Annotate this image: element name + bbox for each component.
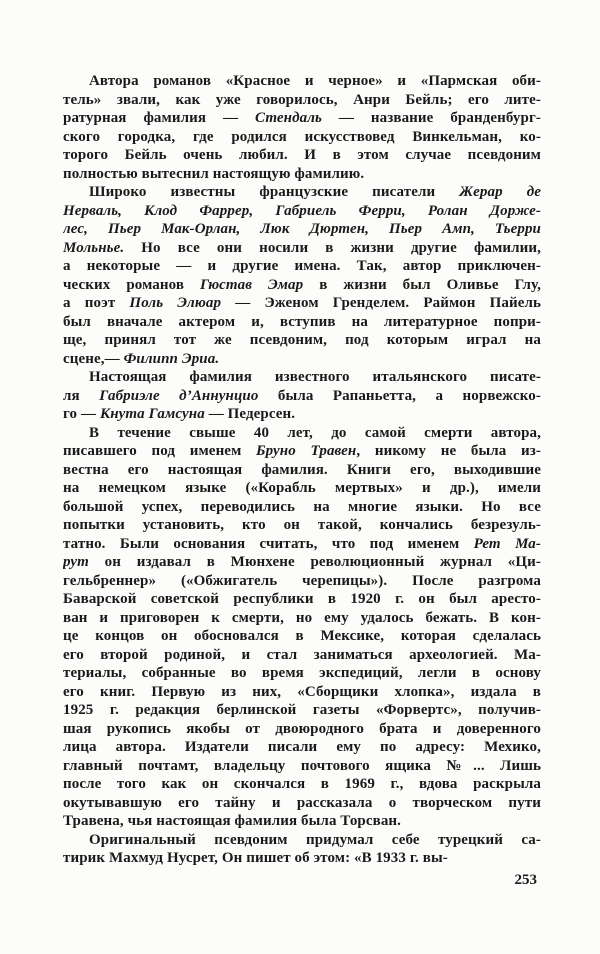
italic-run: Мольнье.: [63, 239, 125, 256]
text-run: в жизни был Оливье Глу,: [303, 276, 541, 293]
paragraph: [63, 424, 541, 831]
text-line: [63, 202, 541, 221]
text-line: [63, 646, 541, 665]
text-run: тирик Махмуд Нусрет, Он пишет об этом: «В 1933 г. вы-: [63, 850, 448, 866]
text-line: [63, 535, 541, 554]
text-line: [63, 831, 541, 850]
text-run: Но все они носили в жизни другие фамилии,: [124, 239, 541, 256]
text-run: вестна его настоящая фамилия. Книги его, выходившие: [63, 461, 541, 478]
text-run: на немецком языке («Корабль мертвых» и др.), имели: [63, 480, 541, 496]
italic-run: Кнута Гамсуна: [99, 406, 205, 422]
text-line: [63, 146, 541, 165]
text-run: — Педерсен.: [204, 406, 296, 422]
text-run: Травена, чья настоящая фамилия была Торсван.: [63, 813, 402, 829]
text-line: [63, 590, 541, 609]
text-line: [63, 331, 541, 350]
text-run: его второй родиной, и стал заниматься археологией. Ма-: [63, 646, 541, 663]
text-run: торого Бейль очень любил. И в этом случае псевдоним: [63, 147, 541, 163]
text-line: [63, 627, 541, 646]
text-run: ского городка, где родился искусствовед Винкельман, ко-: [63, 128, 541, 145]
text-line: [63, 572, 541, 591]
text-line: [63, 664, 541, 683]
text-line: [63, 72, 541, 91]
text-line: [63, 276, 541, 295]
italic-run: Бруно Травен: [256, 443, 357, 459]
text-line: [63, 683, 541, 702]
text-run: териалы, собранные во время экспедиций, легли в основу: [63, 665, 541, 681]
italic-run: Габриэле д’Аннунцио: [99, 387, 259, 404]
text-line: [63, 368, 541, 387]
text-line: [63, 165, 541, 184]
text-line: [63, 498, 541, 517]
text-line: [63, 738, 541, 757]
text-line: [63, 461, 541, 480]
paragraph: [63, 368, 541, 424]
text-line: [63, 239, 541, 258]
italic-run: Филипп Эриа.: [123, 350, 220, 367]
text-line: [63, 109, 541, 128]
text-run: — название бранденбург-: [321, 110, 541, 126]
text-run: был вначале актером и, вступив на литературное попри-: [63, 313, 541, 330]
text-line: [63, 91, 541, 110]
page-text: [63, 72, 541, 868]
text-run: шая рукопись якобы от двоюродного брата и доверенного: [63, 720, 541, 737]
text-run: его книг. Первую из них, «Сборщики хлопка», издала в: [63, 683, 541, 700]
text-run: Баварской советской республики в 1920 г. он был аресто-: [63, 591, 541, 607]
text-line: [63, 387, 541, 406]
text-run: Широко известны французские писатели: [89, 184, 460, 200]
text-run: тель» звали, как уже говорилось, Анри Бейль; его лите-: [63, 91, 541, 108]
text-run: ратурная фамилия —: [63, 110, 255, 126]
text-line: [63, 701, 541, 720]
text-run: писавшего под именем: [63, 443, 257, 459]
text-run: а поэт: [63, 295, 130, 311]
paragraph: [63, 183, 541, 368]
paragraph: [63, 72, 541, 183]
text-run: полностью вытеснил настоящую фамилию.: [63, 165, 365, 182]
text-line: [63, 313, 541, 332]
text-line: [63, 220, 541, 239]
paragraph: [63, 831, 541, 868]
text-run: главный почтамт, владельцу почтового ящика №... Лишь: [63, 757, 541, 774]
text-run: окутывавшую его тайну и рассказала о творческом пути: [63, 794, 541, 811]
text-run: В течение свыше 40 лет, до самой смерти автора,: [89, 424, 541, 441]
text-run: 1925 г. редакция берлинской газеты «Форвертс», получив-: [63, 702, 541, 718]
text-run: Настоящая фамилия известного итальянского писате-: [89, 369, 541, 385]
text-line: [63, 794, 541, 813]
text-run: сцене,—: [63, 350, 124, 367]
italic-run: Стендаль: [255, 110, 322, 126]
text-line: [63, 257, 541, 276]
text-line: [63, 424, 541, 443]
text-run: Оригинальный псевдоним придумал себе турецкий са-: [89, 831, 541, 848]
text-run: гельбреннер» («Обжигатель черепицы»). После разгрома: [63, 572, 541, 589]
text-run: це концов он обосновался в Мексике, которая сделалась: [63, 628, 541, 644]
italic-run: Гюстав Эмар: [200, 276, 304, 293]
text-line: [63, 294, 541, 313]
text-line: [63, 442, 541, 461]
text-run: Автора романов «Красное и черное» и «Пармская оби-: [89, 73, 541, 89]
text-run: после того как он скончался в 1969 г., вдова раскрыла: [63, 776, 541, 792]
text-run: лица автора. Издатели писали ему по адресу: Мехико,: [63, 739, 541, 755]
text-line: [63, 849, 541, 868]
text-run: ще, принял тот же псевдоним, под которым играл на: [63, 332, 541, 348]
italic-run: лес, Пьер Мак-Орлан, Люк Дюртен, Пьер Амп, Тьерри: [63, 221, 541, 237]
text-line: [63, 609, 541, 628]
italic-run: Рет Ма-: [473, 535, 541, 552]
text-run: а некоторые — и другие имена. Так, автор приключен-: [63, 258, 541, 274]
text-run: , никому не была из-: [356, 443, 541, 459]
text-line: [63, 405, 541, 424]
text-run: большой успех, переводились на многие языки. Но все: [63, 498, 541, 515]
text-run: он издавал в Мюнхене революционный журнал «Ци-: [88, 554, 541, 570]
italic-run: Нерваль, Клод Фаррер, Габриель Ферри, Ролан Дорже-: [63, 202, 541, 219]
text-run: ческих романов: [63, 276, 201, 293]
text-line: [63, 128, 541, 147]
text-line: [63, 350, 541, 369]
page-number: 253: [514, 872, 537, 888]
text-line: [63, 720, 541, 739]
text-run: — Эженом Гренделем. Раймон Пайель: [221, 295, 541, 311]
text-line: [63, 757, 541, 776]
text-line: [63, 812, 541, 831]
text-run: ля: [63, 387, 100, 404]
text-line: [63, 183, 541, 202]
text-run: го —: [63, 406, 100, 422]
italic-run: рут: [63, 554, 89, 570]
italic-run: Поль Элюар: [129, 295, 222, 311]
text-line: [63, 775, 541, 794]
text-run: татно. Были основания считать, что под именем: [63, 535, 474, 552]
text-line: [63, 553, 541, 572]
text-line: [63, 479, 541, 498]
text-line: [63, 516, 541, 535]
text-run: ван и приговорен к смерти, но ему удалось бежать. В кон-: [63, 609, 541, 626]
text-run: попытки установить, кто он такой, кончались безрезуль-: [63, 517, 541, 533]
italic-run: Жерар де: [459, 184, 541, 200]
text-run: была Рапаньетта, а норвежско-: [258, 387, 541, 404]
